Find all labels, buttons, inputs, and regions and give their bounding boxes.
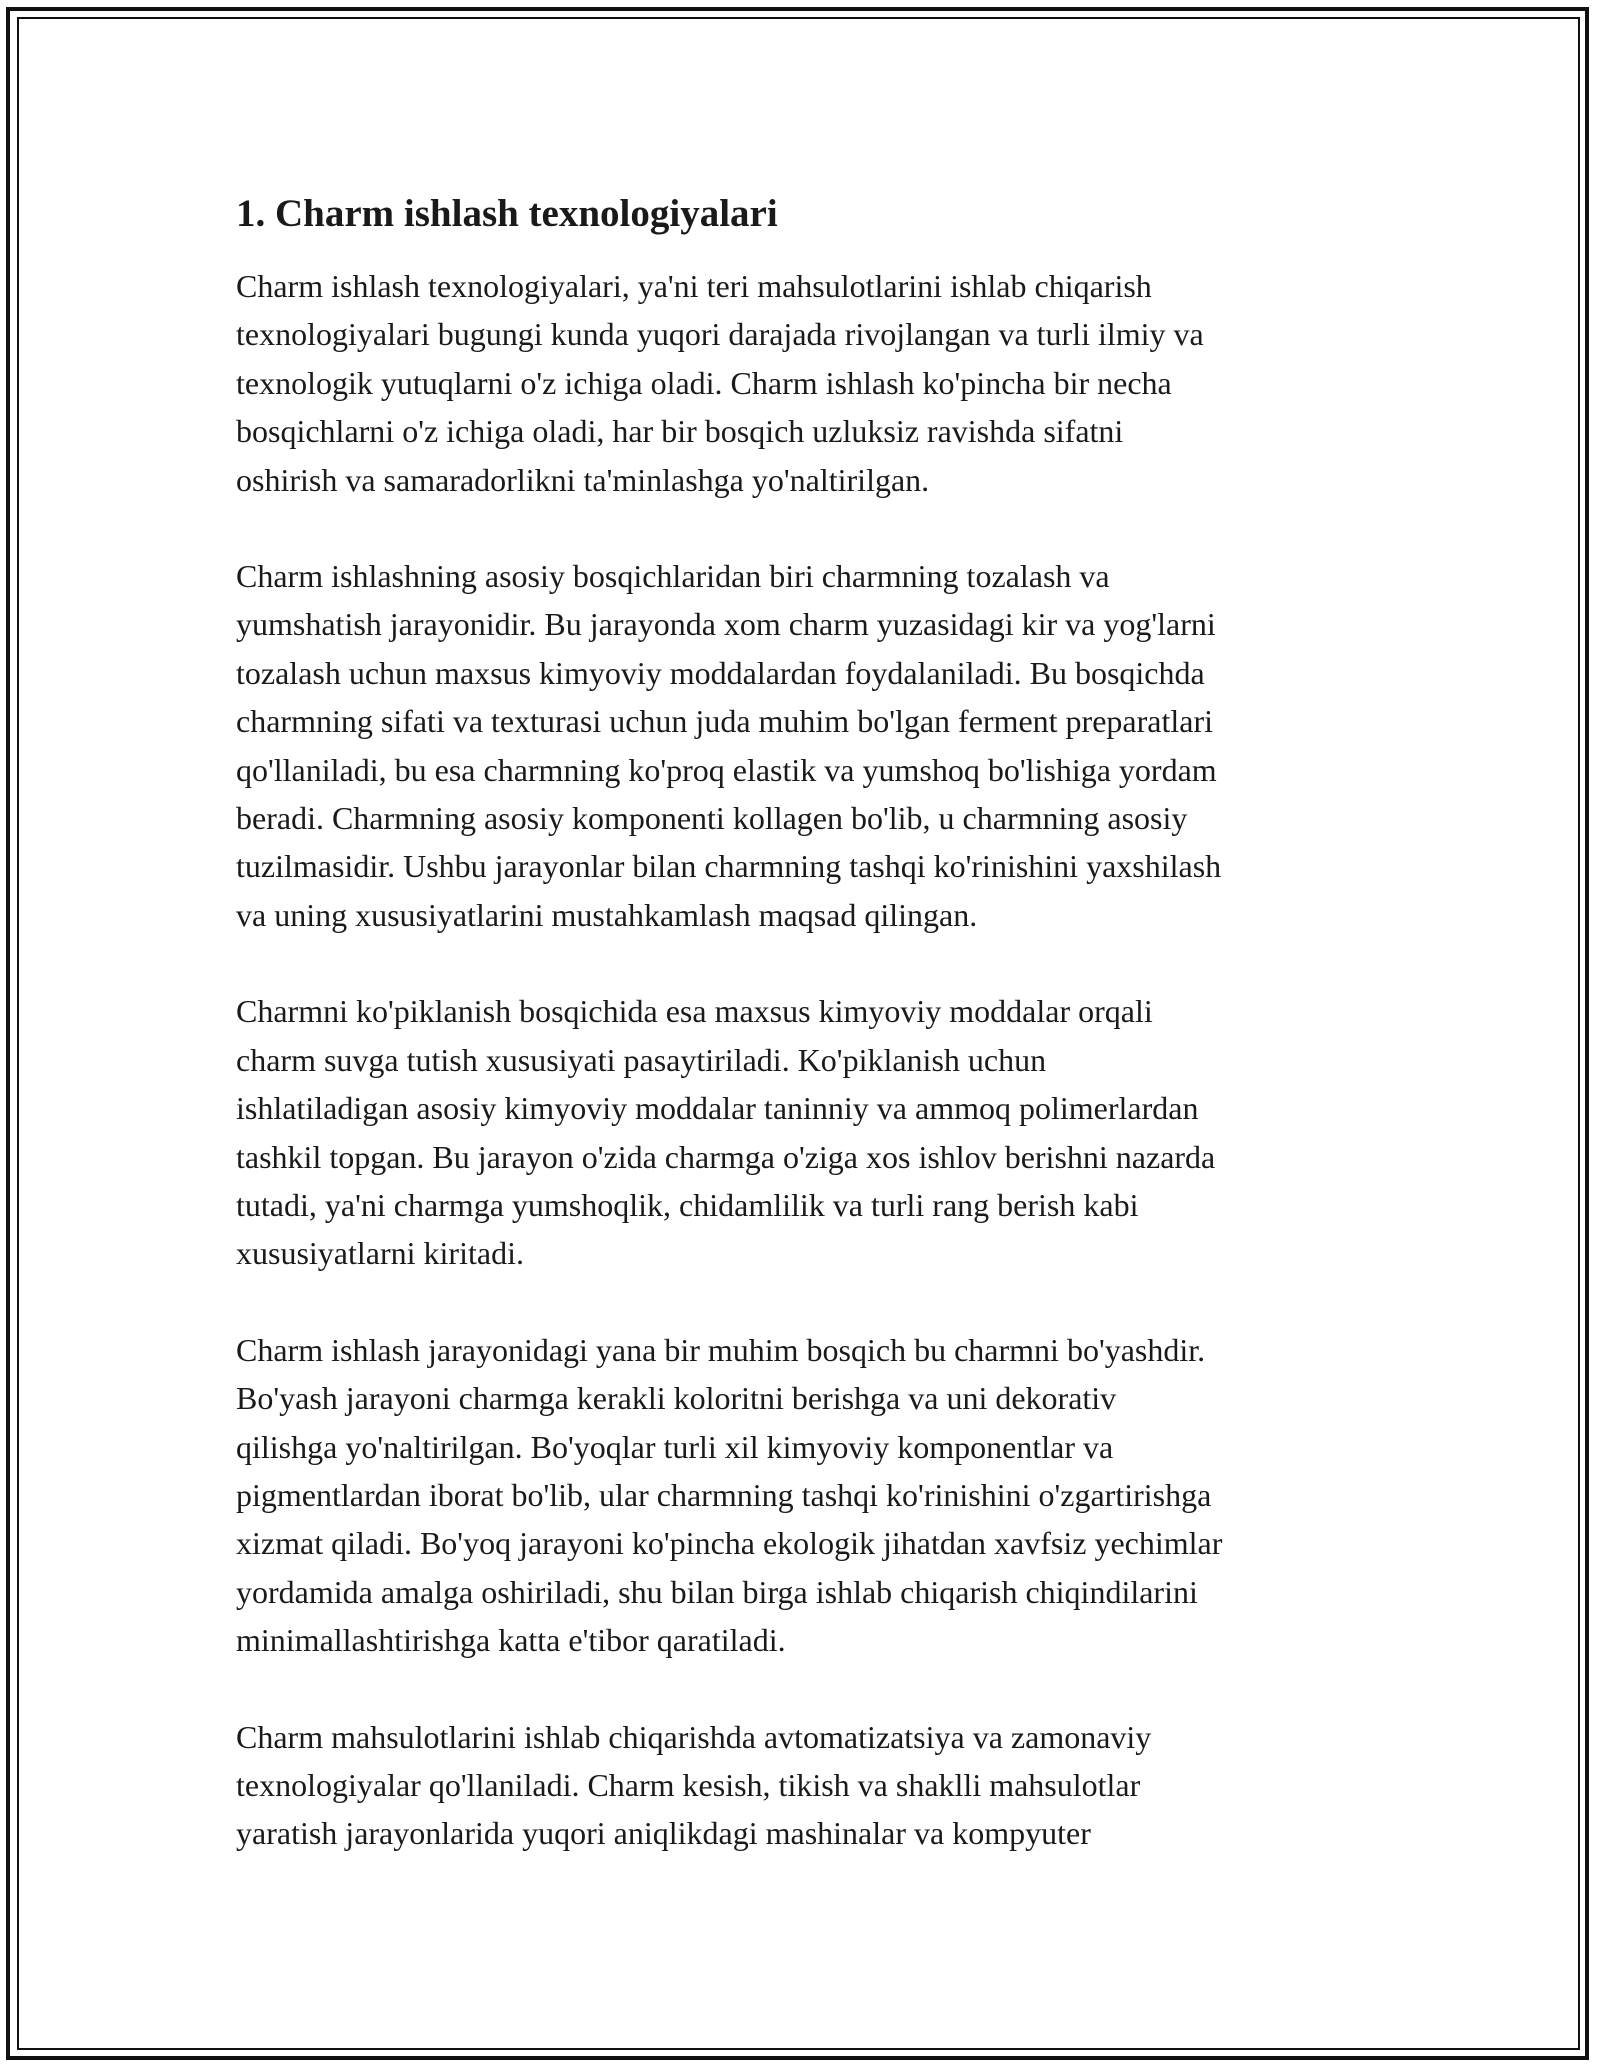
text-line: yordamida amalga oshiriladi, shu bilan birga ishlab chiqarish chiqindilarini: [236, 1573, 1198, 1610]
text-line: charmning sifati va texturasi uchun juda muhim bo'lgan ferment preparatlari: [236, 703, 1213, 740]
text-line: Bo'yash jarayoni charmga kerakli koloritni berishga va uni dekorativ: [236, 1380, 1117, 1417]
text-line: yaratish jarayonlarida yuqori aniqlikdagi mashinalar va kompyuter: [236, 1815, 1091, 1852]
text-line: pigmentlardan iborat bo'lib, ular charmning tashqi ko'rinishini o'zgartirishga: [236, 1476, 1212, 1513]
text-line: oshirish va samaradorlikni ta'minlashga yo'naltirilgan.: [236, 461, 930, 498]
text-line: Charm ishlashning asosiy bosqichlaridan biri charmning tozalash va: [236, 558, 1110, 595]
text-line: texnologiyalari bugungi kunda yuqori darajada rivojlangan va turli ilmiy va: [236, 316, 1204, 353]
text-line: Charm mahsulotlarini ishlab chiqarishda avtomatizatsiya va zamonaviy: [236, 1718, 1152, 1755]
text-line: Charm ishlash texnologiyalari, ya'ni teri mahsulotlarini ishlab chiqarish: [236, 268, 1152, 304]
text-line: texnologiyalar qo'llaniladi. Charm kesish, tikish va shaklli mahsulotlar: [236, 1766, 1141, 1803]
text-line: minimallashtirishga katta e'tibor qaratiladi.: [236, 1622, 786, 1659]
text-line: bosqichlarni o'z ichiga oladi, har bir bosqich uzluksiz ravishda sifatni: [236, 413, 1124, 450]
text-line: va uning xususiyatlarini mustahkamlash maqsad qilingan.: [236, 896, 978, 933]
text-line: texnologik yutuqlarni o'z ichiga oladi. Charm ishlash ko'pincha bir necha: [236, 364, 1172, 401]
text-line: tutadi, ya'ni charmga yumshoqlik, chidamlilik va turli rang berish kabi: [236, 1186, 1139, 1223]
paragraph-dyeing: [236, 1326, 1396, 1665]
paragraph-foaming: [236, 987, 1396, 1277]
text-line: tashkil topgan. Bu jarayon o'zida charmga o'ziga xos ishlov berishni nazarda: [236, 1138, 1216, 1175]
text-line: Charmni ko'piklanish bosqichida esa maxsus kimyoviy moddalar orqali: [236, 993, 1153, 1030]
text-line: ishlatiladigan asosiy kimyoviy moddalar taninniy va ammoq polimerlardan: [236, 1090, 1199, 1127]
text-line: tozalash uchun maxsus kimyoviy moddalardan foydalaniladi. Bu bosqichda: [236, 654, 1205, 691]
text-line: qilishga yo'naltirilgan. Bo'yoqlar turli xil kimyoviy komponentlar va: [236, 1428, 1114, 1465]
text-line: beradi. Charmning asosiy komponenti kollagen bo'lib, u charmning asosiy: [236, 800, 1188, 837]
text-line: yumshatish jarayonidir. Bu jarayonda xom charm yuzasidagi kir va yog'larni: [236, 606, 1216, 643]
paragraph-intro: [236, 262, 1396, 504]
section-heading: 1. Charm ishlash texnologiyalari: [236, 192, 778, 235]
text-line: xususiyatlarni kiritadi.: [236, 1235, 524, 1272]
text-line: qo'llaniladi, bu esa charmning ko'proq elastik va yumshoq bo'lishiga yordam: [236, 751, 1217, 788]
text-line: tuzilmasidir. Ushbu jarayonlar bilan charmning tashqi ko'rinishini yaxshilash: [236, 848, 1222, 885]
paragraph-cleaning: [236, 552, 1396, 939]
text-line: charm suvga tutish xususiyati pasaytiriladi. Ko'piklanish uchun: [236, 1041, 1047, 1078]
document-body: [236, 186, 1396, 1906]
paragraph-automation: [236, 1713, 1396, 1858]
text-line: xizmat qiladi. Bo'yoq jarayoni ko'pincha ekologik jihatdan xavfsiz yechimlar: [236, 1525, 1223, 1562]
text-line: Charm ishlash jarayonidagi yana bir muhim bosqich bu charmni bo'yashdir.: [236, 1331, 1206, 1368]
